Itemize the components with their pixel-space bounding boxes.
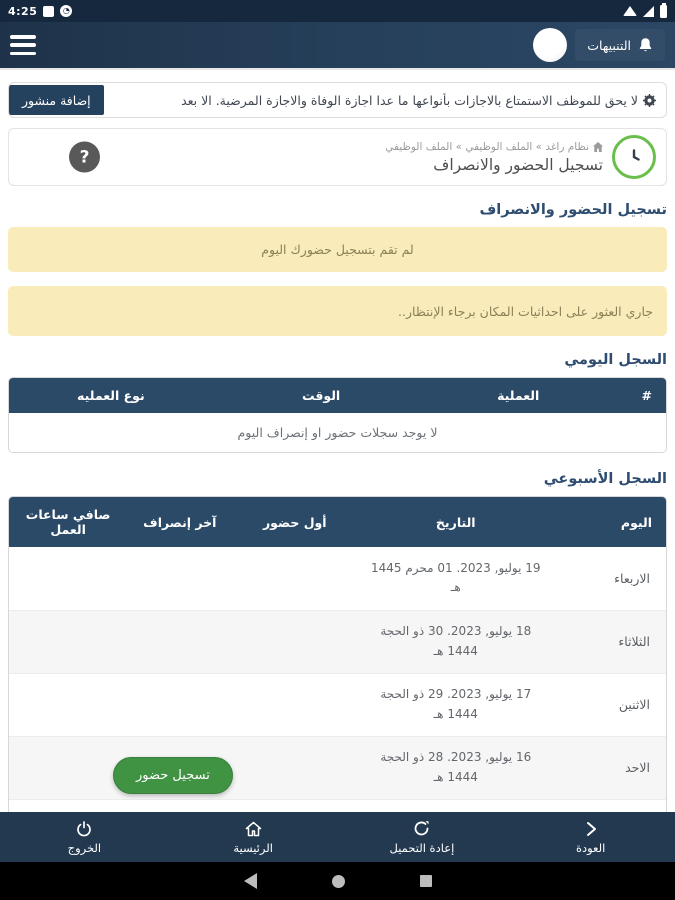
screenshot-icon <box>43 6 54 17</box>
attendance-section-heading: تسجيل الحضور والانصراف <box>479 202 667 218</box>
daily-log-heading: السجل اليومي <box>564 352 667 368</box>
android-recents-button[interactable] <box>420 875 432 887</box>
daily-log-table <box>9 378 666 452</box>
weekly-table-header-row <box>9 497 666 547</box>
battery-icon <box>660 5 667 18</box>
locating-alert <box>8 286 667 336</box>
nav-label: الخروج <box>67 840 102 855</box>
help-icon[interactable]: ? <box>69 142 100 173</box>
date-cell <box>357 799 554 812</box>
nav-item-logout[interactable] <box>0 820 169 855</box>
menu-button[interactable] <box>10 35 36 55</box>
locating-alert-text: جاري العثور على احداثيات المكان برجاء الإنتظار.. <box>398 303 653 319</box>
android-nav-bar <box>0 862 675 900</box>
announcement-ticker <box>8 82 667 118</box>
page-header-card <box>8 128 667 186</box>
breadcrumb-text: نظام راغد » الملف الوظيفي » الملف الوظيفي <box>385 140 589 153</box>
net-hours-cell <box>9 547 127 610</box>
day-cell: الاربعاء <box>614 570 650 586</box>
clock-icon <box>612 135 656 179</box>
date-cell: 17 يوليو, 2023. 29 ذو الحجة 1444 هـ <box>380 687 532 721</box>
net-hours-cell <box>9 736 127 799</box>
reload-icon <box>413 820 430 838</box>
nav-item-home[interactable] <box>169 820 338 855</box>
nav-label: الرئيسية <box>233 840 273 855</box>
android-home-button[interactable] <box>332 875 345 888</box>
weekly-col-day: اليوم <box>554 497 666 547</box>
nav-label: العودة <box>575 840 606 855</box>
day-cell <box>554 799 666 812</box>
notifications-label: التنبيهات <box>587 37 631 53</box>
last-out-cell <box>127 673 232 736</box>
table-row <box>9 547 666 610</box>
no-checkin-alert <box>8 227 667 272</box>
date-cell: 16 يوليو, 2023. 28 ذو الحجة 1444 هـ <box>357 736 554 799</box>
notifications-button[interactable] <box>575 29 665 61</box>
table-row <box>9 673 666 736</box>
data-saver-icon: ◔ <box>60 5 72 17</box>
android-back-button[interactable] <box>244 873 257 889</box>
nav-item-reload[interactable] <box>338 820 507 855</box>
home-icon <box>245 820 262 838</box>
add-post-button[interactable]: إضافة منشور <box>9 85 104 115</box>
register-attendance-button[interactable]: تسجيل حضور <box>113 757 233 794</box>
bottom-nav <box>0 812 675 862</box>
table-row <box>9 610 666 673</box>
day-cell: الثلاثاء <box>554 610 666 673</box>
table-row <box>9 799 666 812</box>
daily-col-operation: العملية <box>430 378 607 413</box>
back-chevron-icon <box>585 820 597 838</box>
daily-empty-message: لا يوجد سجلات حضور او إنصراف اليوم <box>9 413 666 452</box>
clock-time: 4:25 <box>8 4 38 18</box>
weekly-col-net-hours: صافي ساعات العمل <box>9 497 127 547</box>
first-in-cell <box>232 736 357 799</box>
home-icon <box>593 142 603 152</box>
signal-icon <box>643 6 654 17</box>
avatar[interactable] <box>533 28 567 62</box>
power-icon <box>76 820 92 838</box>
weekly-log-table <box>9 497 666 812</box>
status-bar <box>0 0 675 22</box>
first-in-cell <box>232 799 357 812</box>
last-out-cell <box>127 547 232 610</box>
daily-table-header-row <box>9 378 666 413</box>
daily-col-number: # <box>607 378 666 413</box>
daily-empty-row <box>9 413 666 452</box>
net-hours-cell <box>9 610 127 673</box>
app-header <box>0 22 675 70</box>
weekly-log-heading: السجل الأسبوعي <box>543 471 667 487</box>
no-checkin-alert-text: لم تقم بتسجيل حضورك اليوم <box>261 242 414 257</box>
daily-col-time: الوقت <box>213 378 430 413</box>
net-hours-cell <box>9 673 127 736</box>
first-in-cell <box>232 610 357 673</box>
last-out-cell <box>127 610 232 673</box>
nav-label: إعادة التحميل <box>389 840 455 855</box>
daily-col-type: نوع العمليه <box>9 378 213 413</box>
date-cell: 18 يوليو, 2023. 30 ذو الحجة 1444 هـ <box>357 610 554 673</box>
weekly-col-date: التاريخ <box>357 497 554 547</box>
weekly-col-first-in: أول حضور <box>232 497 357 547</box>
wifi-icon <box>623 6 637 16</box>
table-row <box>9 736 666 799</box>
nav-item-back[interactable] <box>506 820 675 855</box>
main-content <box>0 70 675 812</box>
ticker-text: لا يحق للموظف الاستمتاع بالاجازات بأنواعها ما عدا اجازة الوفاة والاجازة المرضية. الا بعد <box>181 92 638 108</box>
net-hours-cell <box>9 799 127 812</box>
day-cell: الاحد <box>554 736 666 799</box>
bell-icon <box>638 36 653 54</box>
day-cell: الاثنين <box>618 697 650 712</box>
first-in-cell <box>232 673 357 736</box>
last-out-cell <box>127 799 232 812</box>
megaphone-icon <box>643 94 656 107</box>
breadcrumb <box>385 141 603 153</box>
first-in-cell <box>232 547 357 610</box>
date-cell: 19 يوليو, 2023. 01 محرم 1445 هـ <box>370 561 541 595</box>
weekly-col-last-out: آخر إنصراف <box>127 497 232 547</box>
page-title: تسجيل الحضور والانصراف <box>433 155 603 174</box>
